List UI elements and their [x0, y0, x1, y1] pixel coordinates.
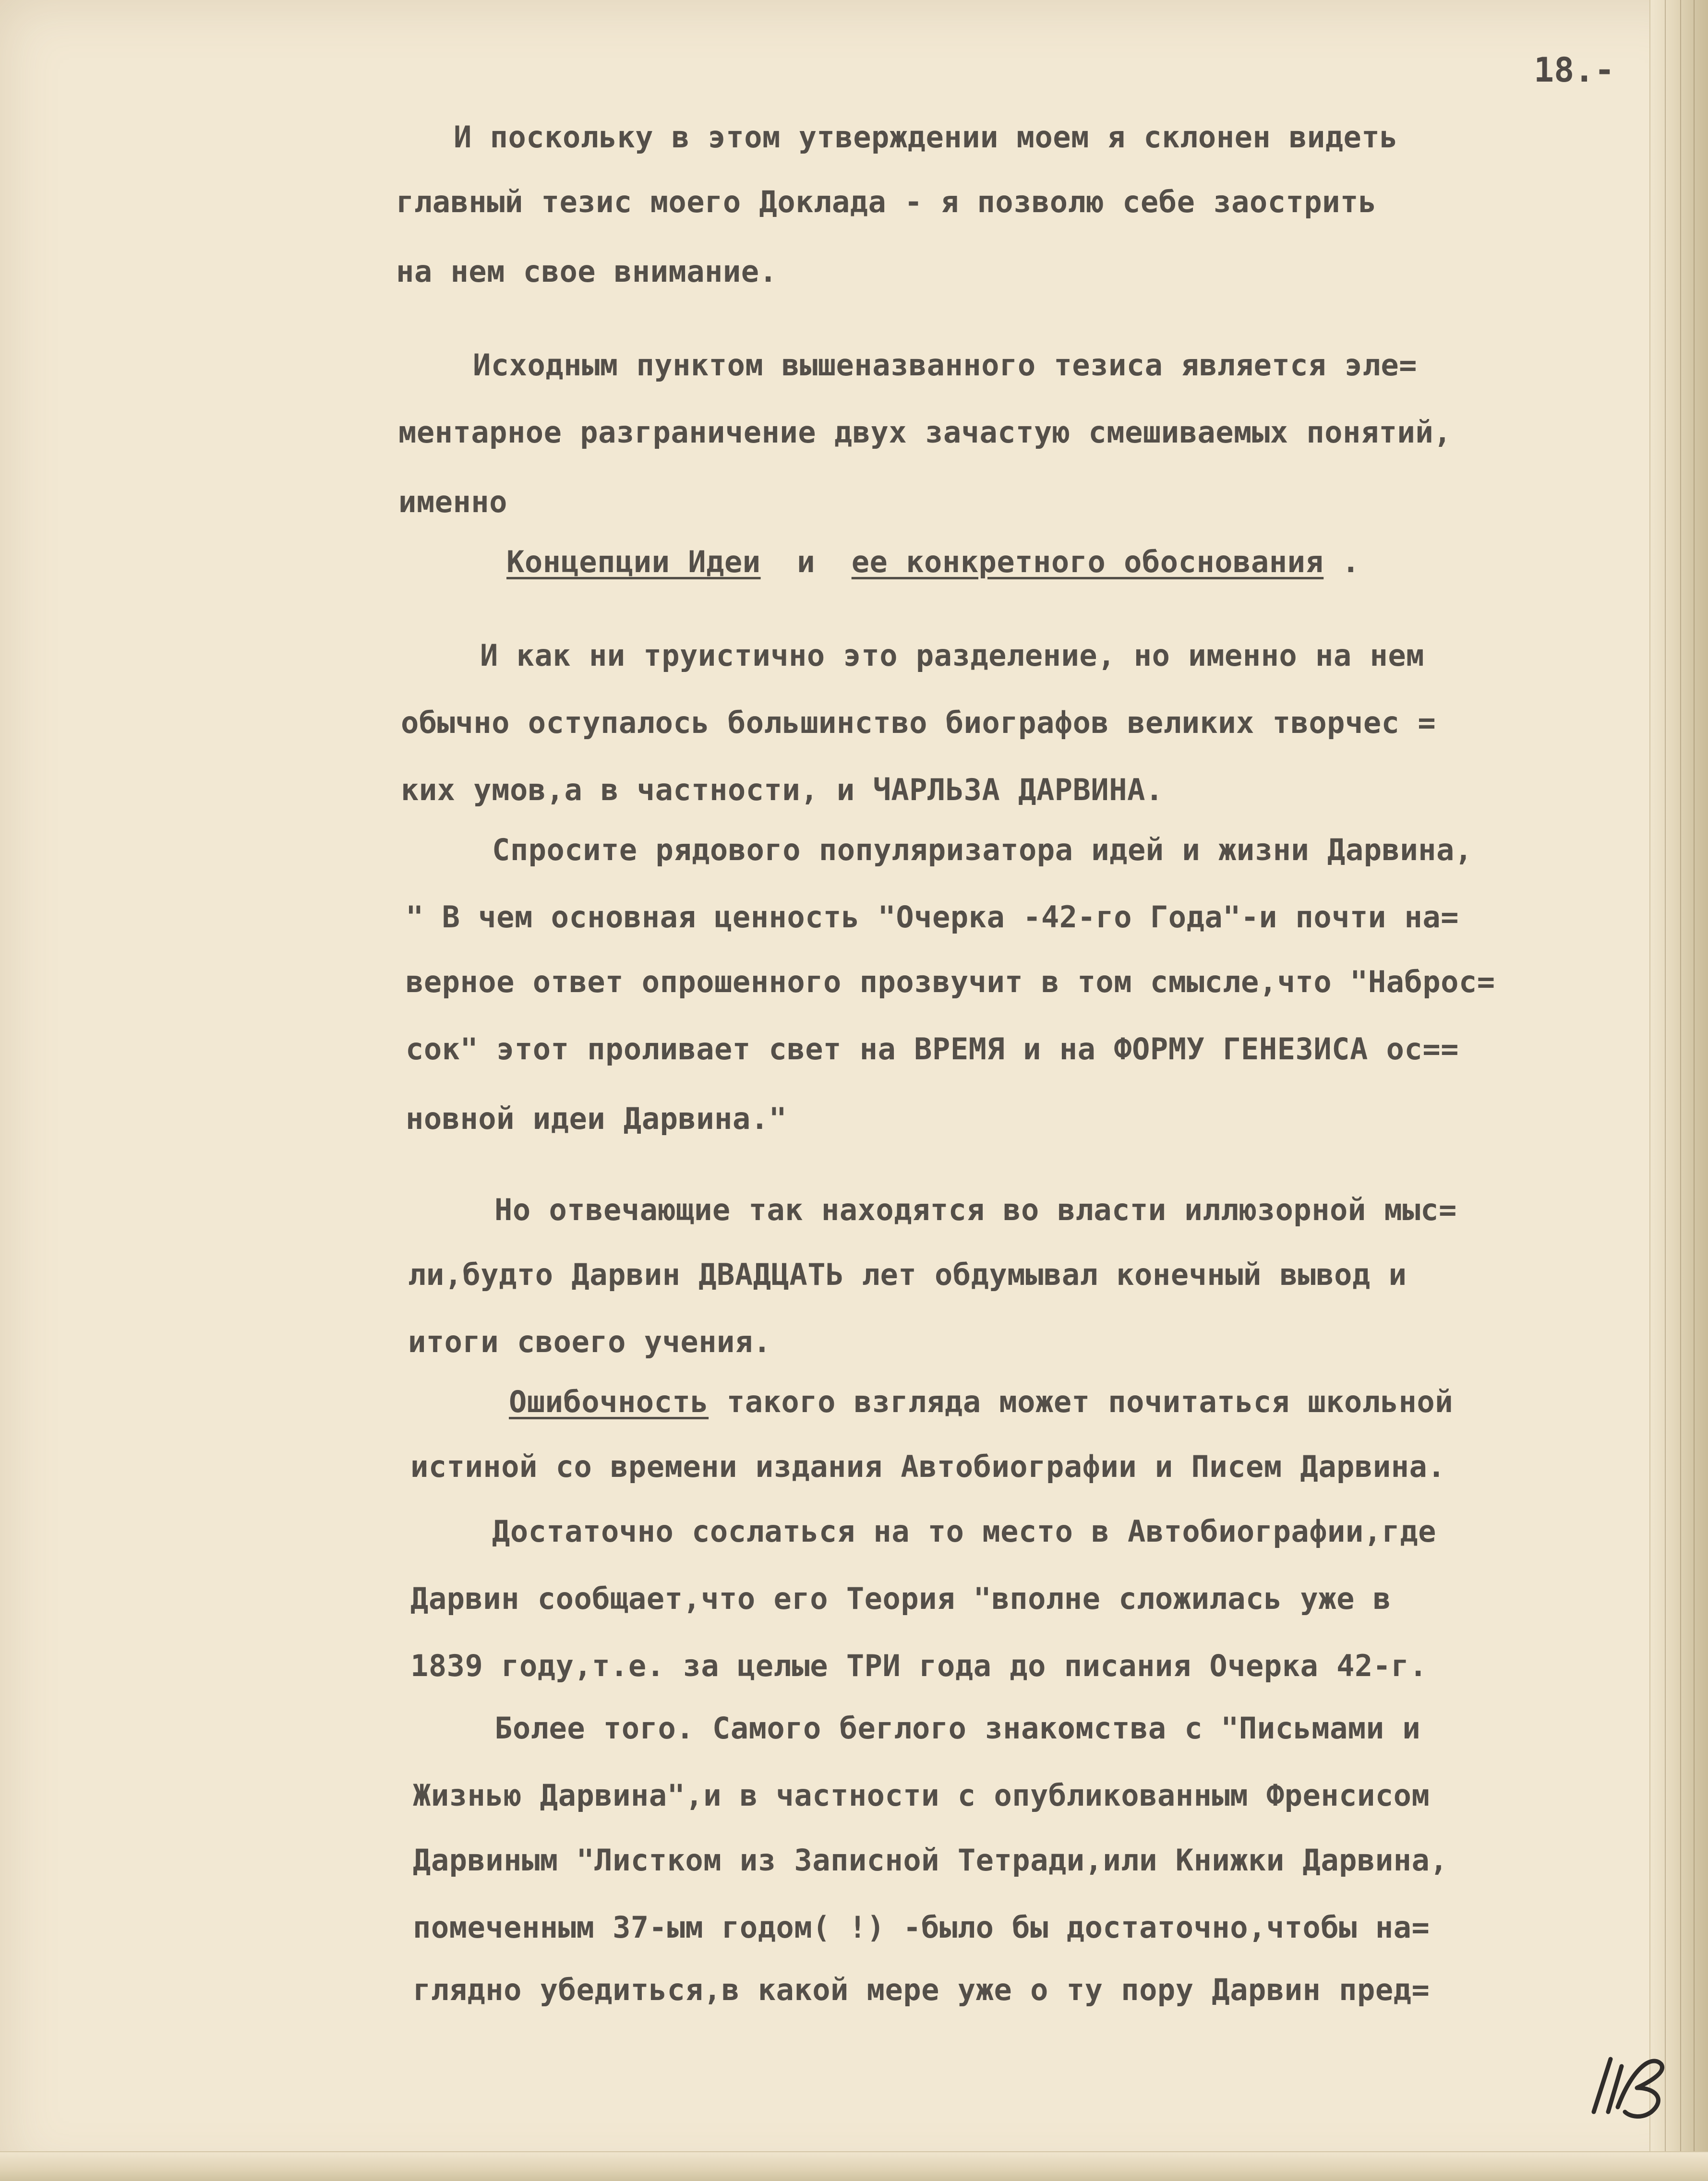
- concept-justification: ее конкретного обоснования: [851, 544, 1324, 579]
- text-line: Исходным пунктом вышеназванного тезиса является эле=: [473, 348, 1418, 383]
- concept-idea: Концепции Идеи: [506, 544, 761, 579]
- text-line: Дарвин сообщает,что его Теория "вполне сложилась уже в: [410, 1581, 1391, 1616]
- text-line: Жизнью Дарвина",и в частности с опубликованным Френсисом: [413, 1778, 1430, 1813]
- text-line: 1839 году,т.е. за целые ТРИ года до писания Очерка 42-г.: [410, 1648, 1428, 1683]
- text-line: сок" этот проливает свет на ВРЕМЯ и на ФОРМУ ГЕНЕЗИСА ос==: [406, 1031, 1459, 1067]
- text-line: главный тезис моего Доклада - я позволю себе заострить: [396, 184, 1377, 219]
- text-line: на нем свое внимание.: [396, 254, 778, 289]
- underlined-word: Ошибочность: [509, 1384, 709, 1419]
- text-line: новной идеи Дарвина.": [406, 1101, 787, 1136]
- text-line: [509, 1384, 1454, 1419]
- page-edge-stack: [1649, 0, 1708, 2181]
- text-line: Более того. Самого беглого знакомства с "Письмами и: [494, 1711, 1421, 1746]
- concept-conjunction: и: [797, 544, 816, 579]
- text-line: итоги своего учения.: [408, 1324, 771, 1359]
- text-line: И поскольку в этом утверждении моем я склонен видеть: [454, 120, 1398, 155]
- concept-period: .: [1342, 544, 1360, 579]
- text-line-rest: такого взгляда может почитаться школьной: [726, 1384, 1454, 1419]
- handwritten-folio-mark: [1584, 2040, 1680, 2121]
- text-line: обычно оступалось большинство биографов великих творчес =: [401, 705, 1436, 740]
- text-line: Спросите рядового популяризатора идей и жизни Дарвина,: [492, 832, 1473, 867]
- text-line: Достаточно сослаться на то место в Автобиографии,где: [492, 1514, 1437, 1549]
- bottom-edge-stack: [0, 2151, 1708, 2181]
- text-line: истиной со времени издания Автобиографии и Писем Дарвина.: [410, 1449, 1446, 1484]
- text-line: ких умов,а в частности, и ЧАРЛЬЗА ДАРВИНА.: [401, 772, 1164, 807]
- text-line: Дарвиным "Листком из Записной Тетради,или Книжки Дарвина,: [413, 1843, 1448, 1878]
- page-number: 18.-: [1534, 50, 1615, 90]
- text-line: глядно убедиться,в какой мере уже о ту пору Дарвин пред=: [413, 1972, 1430, 2007]
- text-line: ментарное разграничение двух зачастую смешиваемых понятий,: [398, 415, 1452, 450]
- text-line: " В чем основная ценность "Очерка -42-го Года"-и почти на=: [406, 899, 1459, 935]
- text-line: Но отвечающие так находятся во власти иллюзорной мыс=: [494, 1192, 1457, 1227]
- text-line: верное ответ опрошенного прозвучит в том смысле,что "Наброс=: [406, 964, 1495, 999]
- concept-line: [506, 544, 1360, 579]
- text-line: И как ни труистично это разделение, но именно на нем: [480, 638, 1425, 673]
- text-line: именно: [398, 484, 507, 519]
- text-line: ли,будто Дарвин ДВАДЦАТЬ лет обдумывал конечный вывод и: [408, 1257, 1407, 1292]
- text-line: помеченным 37-ым годом( !) -было бы достаточно,чтобы на=: [413, 1910, 1430, 1945]
